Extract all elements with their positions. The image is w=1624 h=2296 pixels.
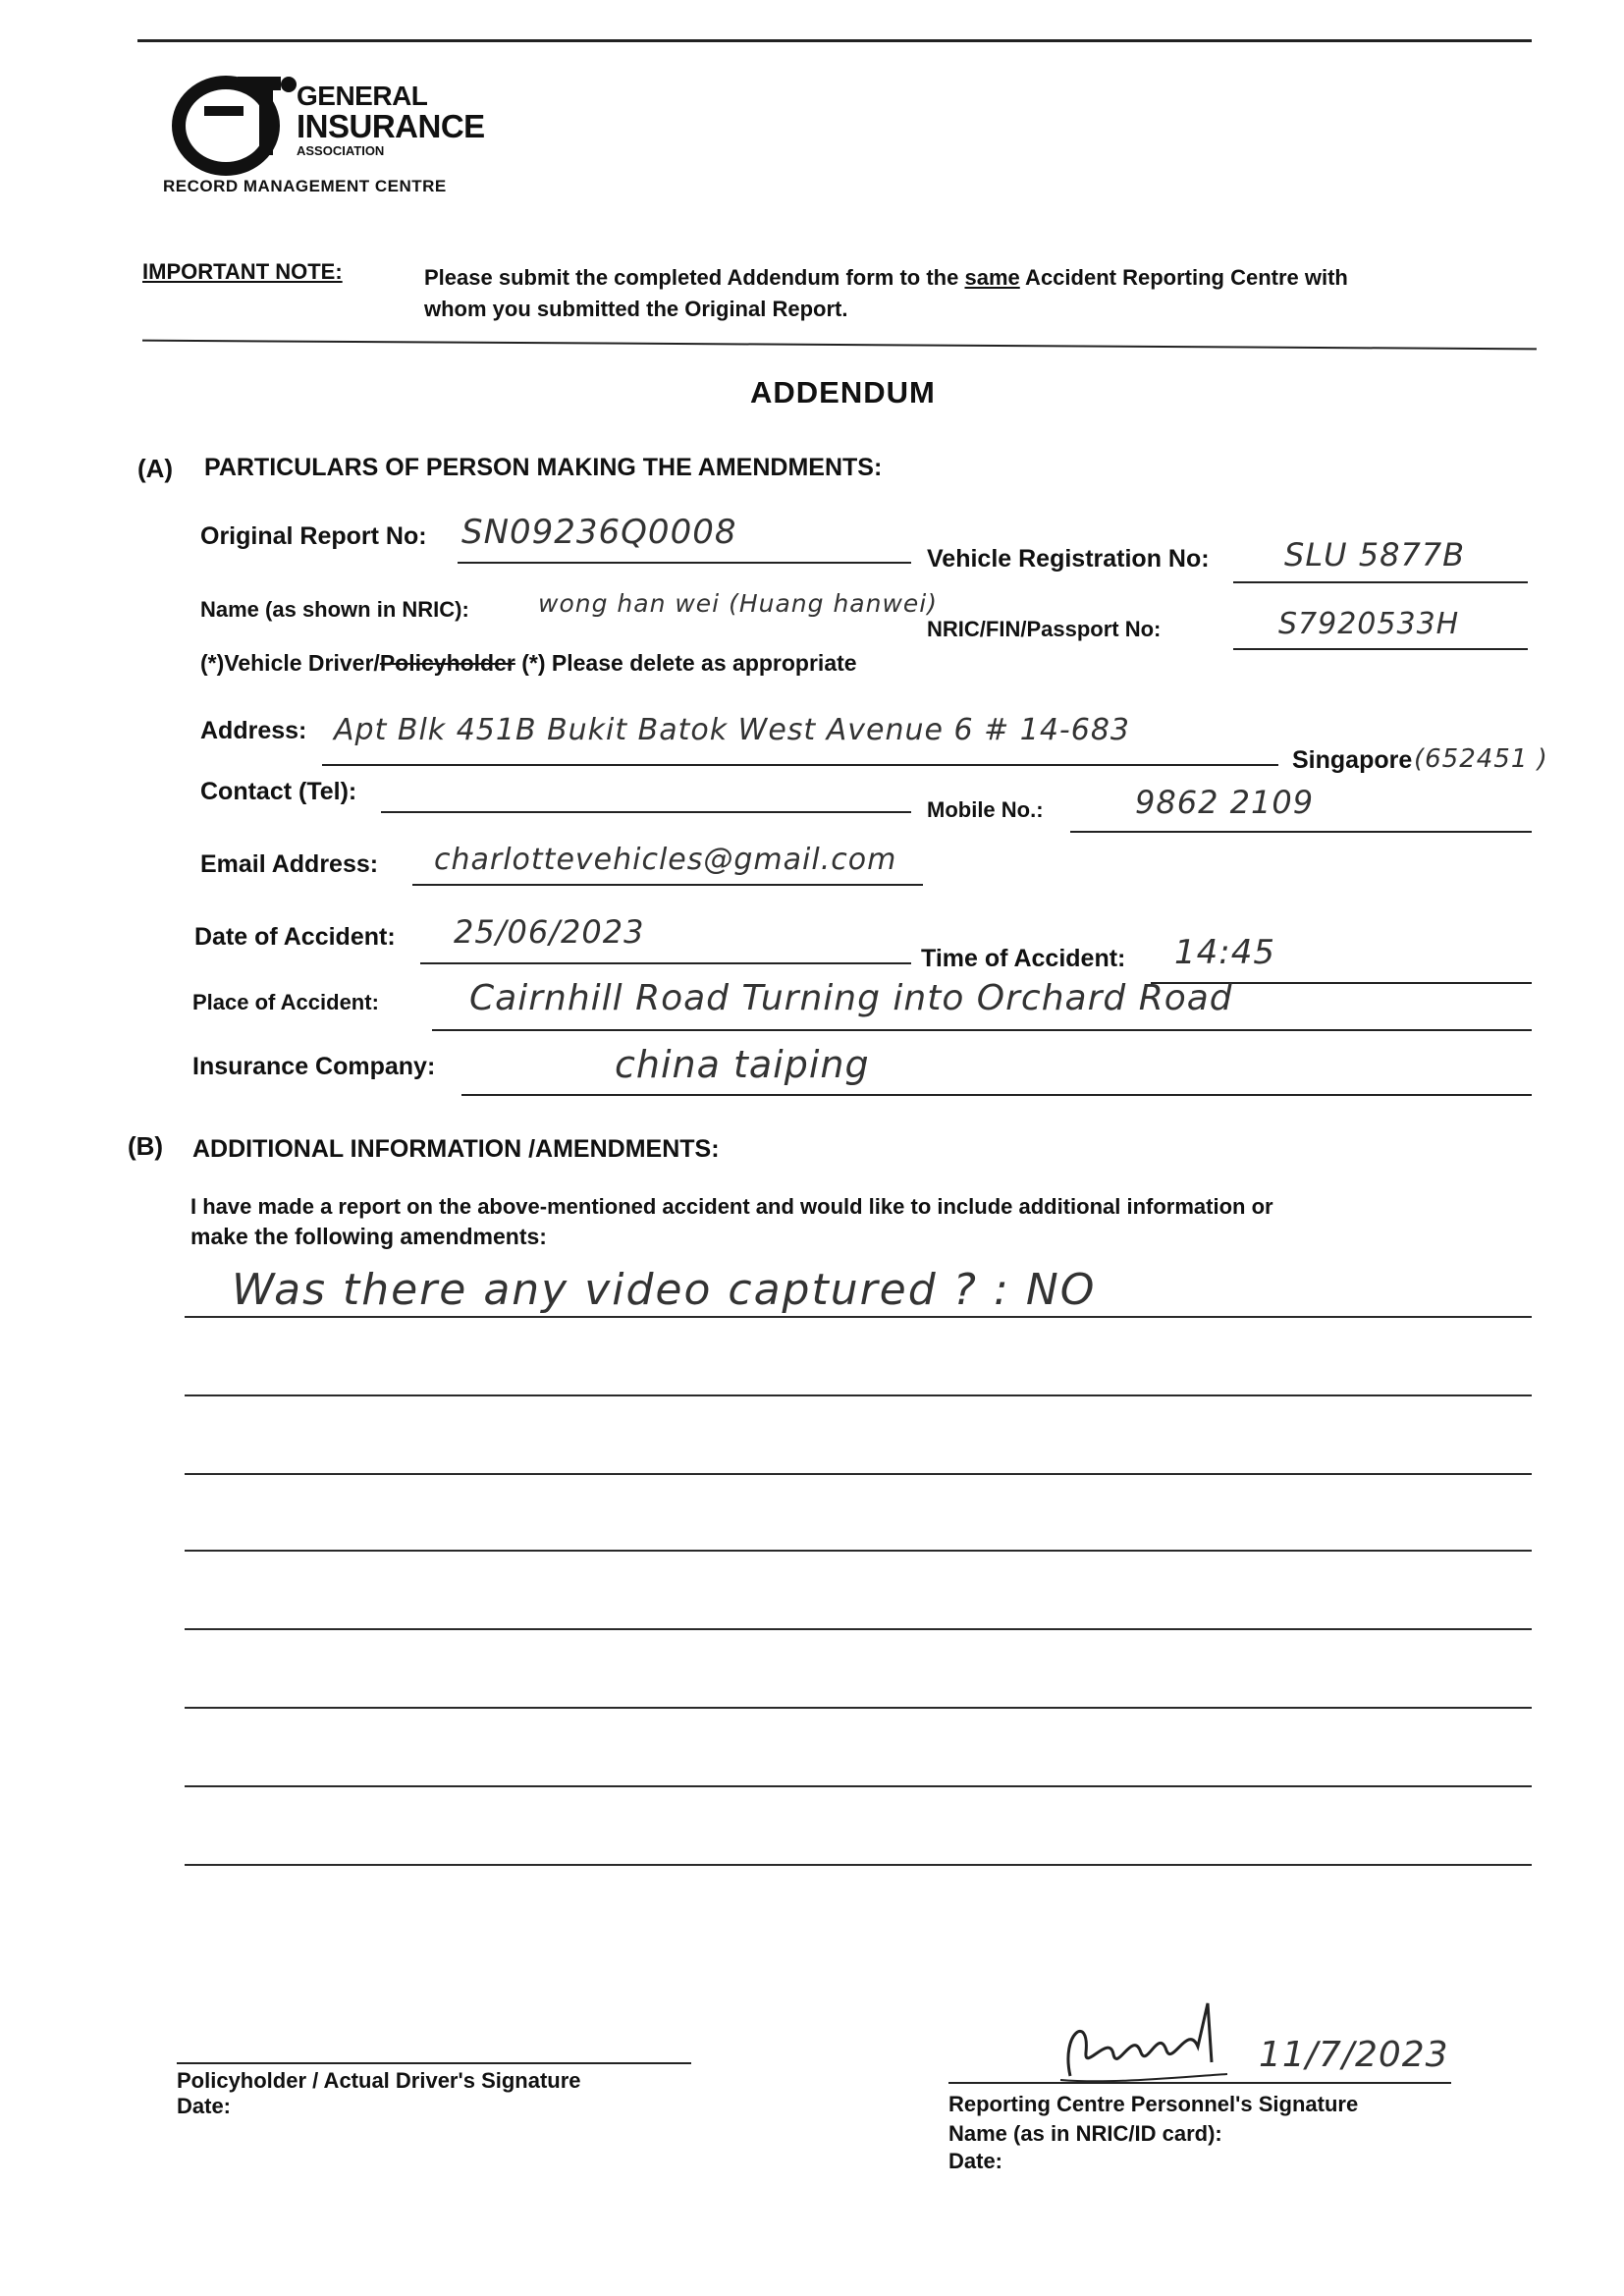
place-line <box>432 1029 1532 1031</box>
vehicle-reg-label: Vehicle Registration No: <box>927 545 1210 573</box>
scan-top-edge <box>137 39 1532 42</box>
name-label: Name (as shown in NRIC): <box>200 597 469 622</box>
time-label: Time of Accident: <box>921 945 1126 972</box>
section-a-heading: PARTICULARS OF PERSON MAKING THE AMENDMENTS: <box>204 454 883 481</box>
postal-code-value[interactable]: (652451 ) <box>1414 744 1548 774</box>
personnel-date-label: Date: <box>948 2149 1003 2173</box>
personnel-date-value: 11/7/2023 <box>1259 2035 1449 2075</box>
amendment-line <box>185 1550 1532 1552</box>
original-report-value[interactable]: SN09236Q0008 <box>461 513 737 552</box>
section-b-intro-line1: I have made a report on the above-mentioned accident and would like to include additional information or <box>190 1194 1273 1219</box>
singapore-label: Singapore <box>1292 746 1413 774</box>
original-report-line <box>458 562 911 564</box>
email-value[interactable]: charlottevehicles@gmail.com <box>434 843 897 877</box>
amendment-line <box>185 1316 1532 1318</box>
role-line <box>200 650 857 677</box>
logo-subtitle: RECORD MANAGEMENT CENTRE <box>163 177 447 195</box>
email-label: Email Address: <box>200 850 379 878</box>
important-note-text-line2: whom you submitted the Original Report. <box>424 297 848 321</box>
contact-line <box>381 811 911 813</box>
date-label: Date of Accident: <box>194 923 396 951</box>
insurer-label: Insurance Company: <box>192 1053 436 1080</box>
gia-logo <box>157 67 491 204</box>
nric-label: NRIC/FIN/Passport No: <box>927 617 1162 641</box>
nric-value[interactable]: S7920533H <box>1278 607 1460 641</box>
name-value[interactable]: wong han wei (Huang hanwei) <box>538 589 938 618</box>
important-note-text <box>424 265 1348 291</box>
personnel-signature <box>1051 1994 1247 2088</box>
vehicle-reg-line <box>1233 581 1528 583</box>
section-b-marker: (B) <box>128 1131 164 1161</box>
address-line <box>322 764 1278 766</box>
contact-label: Contact (Tel): <box>200 778 357 805</box>
email-line <box>412 884 923 886</box>
role-struck: Policyholder <box>379 650 515 676</box>
driver-signature-line <box>177 2062 691 2064</box>
amendment-line <box>185 1864 1532 1866</box>
personnel-signature-label: Reporting Centre Personnel's Signature <box>948 2092 1359 2116</box>
insurer-line <box>461 1094 1532 1096</box>
amendment-text[interactable]: Was there any video captured ? : NO <box>232 1265 1097 1315</box>
amendment-line <box>185 1707 1532 1709</box>
role-suffix: (*) Please delete as appropriate <box>514 650 857 676</box>
role-prefix: (*)Vehicle Driver/ <box>200 650 380 676</box>
logo-text-general: GENERAL <box>297 81 428 111</box>
personnel-name-label: Name (as in NRIC/ID card): <box>948 2121 1222 2146</box>
mobile-value[interactable]: 9862 2109 <box>1135 784 1315 821</box>
driver-signature-label: Policyholder / Actual Driver's Signature <box>177 2068 581 2093</box>
address-label: Address: <box>200 717 307 744</box>
nric-line <box>1233 648 1528 650</box>
address-value[interactable]: Apt Blk 451B Bukit Batok West Avenue 6 # 14-683 <box>334 713 1131 747</box>
amendment-line <box>185 1473 1532 1475</box>
date-line <box>420 962 911 964</box>
logo-text-insurance: INSURANCE <box>297 108 485 144</box>
mobile-line <box>1070 831 1532 833</box>
logo-text-association: ASSOCIATION <box>297 143 385 158</box>
place-label: Place of Accident: <box>192 990 379 1014</box>
form-title: ADDENDUM <box>750 375 936 410</box>
note-text-part1: Please submit the completed Addendum form to the <box>424 265 965 290</box>
driver-date-label: Date: <box>177 2094 232 2118</box>
section-a-marker: (A) <box>137 454 174 483</box>
amendment-line <box>185 1628 1532 1630</box>
date-value[interactable]: 25/06/2023 <box>454 913 645 951</box>
important-note-label: IMPORTANT NOTE: <box>142 259 343 284</box>
personnel-signature-line <box>948 2082 1451 2084</box>
section-b-intro-line2: make the following amendments: <box>190 1224 547 1249</box>
amendment-line <box>185 1785 1532 1787</box>
section-b-heading: ADDITIONAL INFORMATION /AMENDMENTS: <box>192 1135 720 1163</box>
note-divider <box>142 340 1537 351</box>
time-value[interactable]: 14:45 <box>1174 933 1275 972</box>
vehicle-reg-value[interactable]: SLU 5877B <box>1284 536 1466 574</box>
amendment-line <box>185 1394 1532 1396</box>
original-report-label: Original Report No: <box>200 522 427 550</box>
gia-emblem-icon <box>169 67 316 185</box>
insurer-value[interactable]: china taiping <box>615 1043 870 1086</box>
mobile-label: Mobile No.: <box>927 797 1044 822</box>
note-text-part2: Accident Reporting Centre with <box>1019 265 1348 290</box>
note-text-same: same <box>964 265 1020 290</box>
place-value[interactable]: Cairnhill Road Turning into Orchard Road <box>469 978 1233 1018</box>
